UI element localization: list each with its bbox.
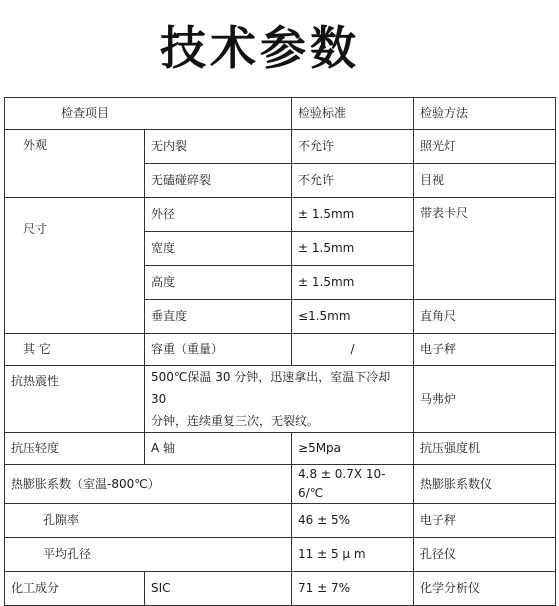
- size-sub4-name: 垂直度: [145, 300, 292, 334]
- other-label: 其 它: [5, 334, 145, 366]
- size-sub1-method: 带表卡尺: [414, 198, 556, 300]
- chemistry-method: 化学分析仪: [414, 572, 556, 606]
- expansion-label: 热膨胀系数（室温-800℃）: [5, 465, 292, 504]
- other-standard: /: [292, 334, 414, 366]
- appearance-sub2-standard: 不允许: [292, 164, 414, 198]
- porosity-label: 孔隙率: [5, 504, 292, 538]
- thermal-shock-line2: 分钟，连续重复三次，无裂纹。: [151, 414, 320, 428]
- compression-name: A 轴: [145, 433, 292, 465]
- table-row: [5, 538, 556, 572]
- table-row: [5, 572, 556, 606]
- chemistry-label: 化工成分: [5, 572, 145, 606]
- page-title: 技术参数: [160, 21, 360, 75]
- compression-label: 抗压轻度: [5, 433, 145, 465]
- chemistry-standard: 71 ± 7%: [292, 572, 414, 606]
- table-row: [5, 465, 556, 504]
- compression-standard: ≥5Mpa: [292, 433, 414, 465]
- table-row: [5, 433, 556, 465]
- size-sub2-standard: ± 1.5mm: [292, 232, 414, 266]
- expansion-standard: 4.8 ± 0.7X 10-6/℃: [292, 465, 414, 504]
- header-standard: 检验标准: [292, 98, 414, 130]
- appearance-label: 外观: [5, 130, 145, 198]
- header-item: 检查项目: [5, 98, 292, 130]
- pore-size-label: 平均孔径: [5, 538, 292, 572]
- pore-size-method: 孔径仪: [414, 538, 556, 572]
- pore-size-standard: 11 ± 5 μ m: [292, 538, 414, 572]
- size-sub4-method: 直角尺: [414, 300, 556, 334]
- size-sub1-name: 外径: [145, 198, 292, 232]
- appearance-sub1-method: 照光灯: [414, 130, 556, 164]
- thermal-shock-line1: 500℃保温 30 分钟，迅速拿出，室温下冷却 30: [151, 370, 391, 406]
- appearance-sub2-name: 无磕碰碎裂: [145, 164, 292, 198]
- header-method: 检验方法: [414, 98, 556, 130]
- size-sub3-standard: ± 1.5mm: [292, 266, 414, 300]
- thermal-shock-method: 马弗炉: [414, 366, 556, 433]
- compression-method: 抗压强度机: [414, 433, 556, 465]
- appearance-sub1-name: 无内裂: [145, 130, 292, 164]
- table-row: [5, 366, 556, 433]
- size-sub2-name: 宽度: [145, 232, 292, 266]
- table-header-row: [5, 98, 556, 130]
- table-row: [5, 198, 556, 232]
- table-row: [5, 130, 556, 164]
- table-row: [5, 334, 556, 366]
- table-row: [5, 504, 556, 538]
- size-sub1-standard: ± 1.5mm: [292, 198, 414, 232]
- size-label: 尺寸: [5, 198, 145, 334]
- appearance-sub1-standard: 不允许: [292, 130, 414, 164]
- size-sub4-standard: ≤1.5mm: [292, 300, 414, 334]
- thermal-shock-label: 抗热震性: [5, 366, 145, 433]
- other-method: 电子秤: [414, 334, 556, 366]
- porosity-standard: 46 ± 5%: [292, 504, 414, 538]
- other-name: 容重（重量）: [145, 334, 292, 366]
- size-sub3-name: 高度: [145, 266, 292, 300]
- expansion-method: 热膨胀系数仪: [414, 465, 556, 504]
- porosity-method: 电子秤: [414, 504, 556, 538]
- spec-table: [4, 97, 556, 606]
- appearance-sub2-method: 目视: [414, 164, 556, 198]
- chemistry-name: SIC: [145, 572, 292, 606]
